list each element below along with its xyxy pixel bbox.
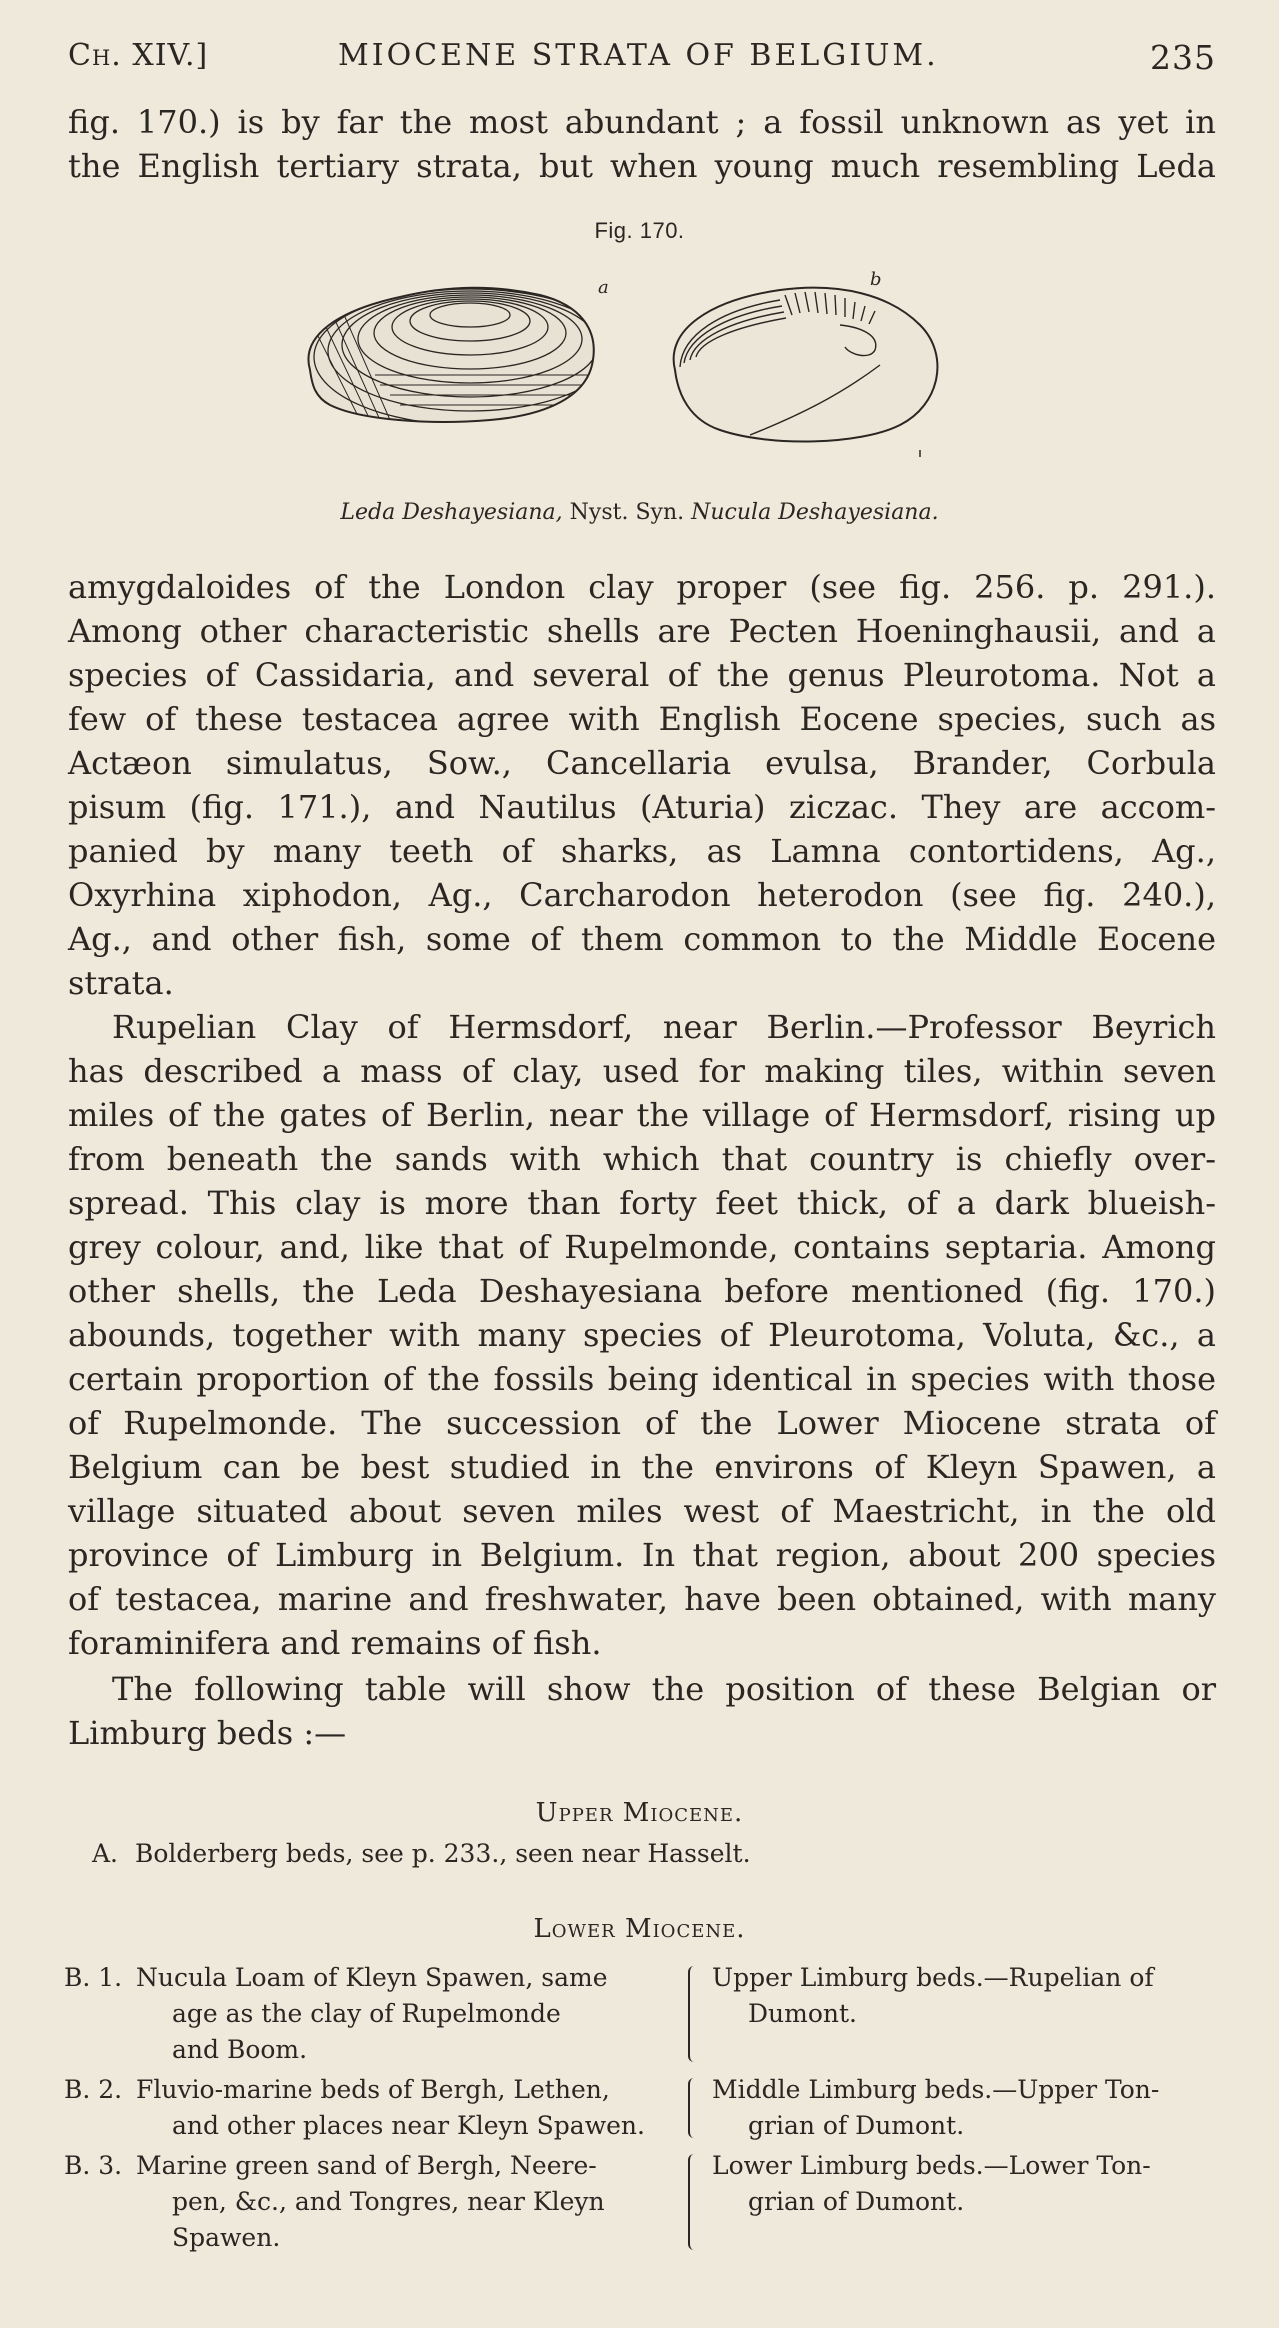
page-number: 235 <box>1150 38 1216 77</box>
lower-miocene-heading: Lower Miocene. <box>533 1914 746 1944</box>
table-row-text: Bolderberg beds, see p. 233., seen near Hasselt. <box>135 1839 751 1868</box>
text-line: Oxyrhina xiphodon, Ag., Carcharodon heterodon (see fig. 240.), <box>68 876 1216 914</box>
text-line: species of Cassidaria, and several of the genus Pleurotoma. Not a <box>68 656 1216 694</box>
text-line: Rupelian Clay of Hermsdorf, near Berlin.—Professor Beyrich <box>112 1008 1216 1046</box>
text-line: Actæon simulatus, Sow., Cancellaria evulsa, Brander, Corbula <box>68 744 1216 782</box>
text-line: miles of the gates of Berlin, near the village of Hermsdorf, rising up <box>68 1096 1216 1134</box>
text-line: village situated about seven miles west of Maestricht, in the old <box>68 1492 1216 1530</box>
text-line: abounds, together with many species of Pleurotoma, Voluta, &c., a <box>68 1316 1216 1354</box>
text-line: strata. <box>68 964 174 1002</box>
page-title: MIOCENE STRATA OF BELGIUM. <box>338 38 939 73</box>
text-line: few of these testacea agree with English Eocene species, such as <box>68 700 1216 738</box>
text-line: certain proportion of the fossils being identical in species with those <box>68 1360 1216 1398</box>
text-line: has described a mass of clay, used for making tiles, within seven <box>68 1052 1216 1090</box>
text-line: pisum (fig. 171.), and Nautilus (Aturia) ziczac. They are accom- <box>68 788 1216 826</box>
text-line: spread. This clay is more than forty feet thick, of a dark blueish- <box>68 1184 1216 1222</box>
text-line: Limburg beds :— <box>68 1714 347 1752</box>
text-line: foraminifera and remains of fish. <box>68 1624 602 1662</box>
text-line: of testacea, marine and freshwater, have been obtained, with many <box>68 1580 1216 1618</box>
bracket <box>688 1966 698 2062</box>
table-right-text: Dumont. <box>748 1999 857 2028</box>
text-line: The following table will show the position of these Belgian or <box>112 1670 1216 1708</box>
text-line: other shells, the Leda Deshayesiana before mentioned (fig. 170.) <box>68 1272 1216 1310</box>
text-line: province of Limburg in Belgium. In that region, about 200 species <box>68 1536 1216 1574</box>
table-label: A. <box>92 1839 119 1868</box>
table-right-text: Middle Limburg beds.—Upper Ton- <box>712 2075 1160 2104</box>
table-left-text: Spawen. <box>172 2223 281 2252</box>
bracket <box>688 2078 698 2138</box>
table-right-text: grian of Dumont. <box>748 2111 965 2140</box>
caption-author: Nyst. <box>569 500 629 525</box>
text-line: of Rupelmonde. The succession of the Lower Miocene strata of <box>68 1404 1216 1442</box>
upper-miocene-heading: Upper Miocene. <box>535 1798 744 1828</box>
shell-illustration <box>280 255 1000 465</box>
text-line: fig. 170.) is by far the most abundant ; a fossil unknown as yet in <box>68 103 1216 141</box>
text-line: Among other characteristic shells are Pecten Hoeninghausii, and a <box>68 612 1216 650</box>
table-label: B. 1. <box>64 1963 123 1992</box>
table-left-text: Marine green sand of Bergh, Neere- <box>136 2151 597 2180</box>
table-label: B. 3. <box>64 2151 123 2180</box>
chapter-reference: Ch. XIV.] <box>68 38 209 73</box>
shell-b-drawing <box>674 269 938 457</box>
figure-letter-a: a <box>598 277 609 298</box>
figure-letter-b: b <box>870 269 882 290</box>
figure-label: Fig. 170. <box>594 218 685 243</box>
caption-synonym: Nucula Deshayesiana. <box>691 500 939 525</box>
text-line: Ag., and other fish, some of them common to the Middle Eocene <box>68 920 1216 958</box>
text-line: from beneath the sands with which that country is chiefly over- <box>68 1140 1216 1178</box>
figure-caption <box>0 500 1279 525</box>
bracket <box>688 2154 698 2250</box>
table-left-text: and Boom. <box>172 2035 308 2064</box>
table-label: B. 2. <box>64 2075 123 2104</box>
table-left-text: Nucula Loam of Kleyn Spawen, same <box>136 1963 608 1992</box>
table-right-text: Upper Limburg beds.—Rupelian of <box>712 1963 1154 1992</box>
text-line: panied by many teeth of sharks, as Lamna contortidens, Ag., <box>68 832 1216 870</box>
table-left-text: and other places near Kleyn Spawen. <box>172 2111 645 2140</box>
table-right-text: grian of Dumont. <box>748 2187 965 2216</box>
shell-a-drawing <box>300 277 640 439</box>
table-right-text: Lower Limburg beds.—Lower Ton- <box>712 2151 1151 2180</box>
table-left-text: Fluvio-marine beds of Bergh, Lethen, <box>136 2075 610 2104</box>
text-line: Belgium can be best studied in the environs of Kleyn Spawen, a <box>68 1448 1216 1486</box>
text-line: the English tertiary strata, but when young much resembling Leda <box>68 147 1216 185</box>
caption-syn: Syn. <box>635 500 685 525</box>
table-left-text: age as the clay of Rupelmonde <box>172 1999 561 2028</box>
running-header <box>68 38 1216 78</box>
table-left-text: pen, &c., and Tongres, near Kleyn <box>172 2187 605 2216</box>
text-line: amygdaloides of the London clay proper (see fig. 256. p. 291.). <box>68 568 1216 606</box>
caption-species: Leda Deshayesiana, <box>340 500 563 525</box>
text-line: grey colour, and, like that of Rupelmonde, contains septaria. Among <box>68 1228 1216 1266</box>
